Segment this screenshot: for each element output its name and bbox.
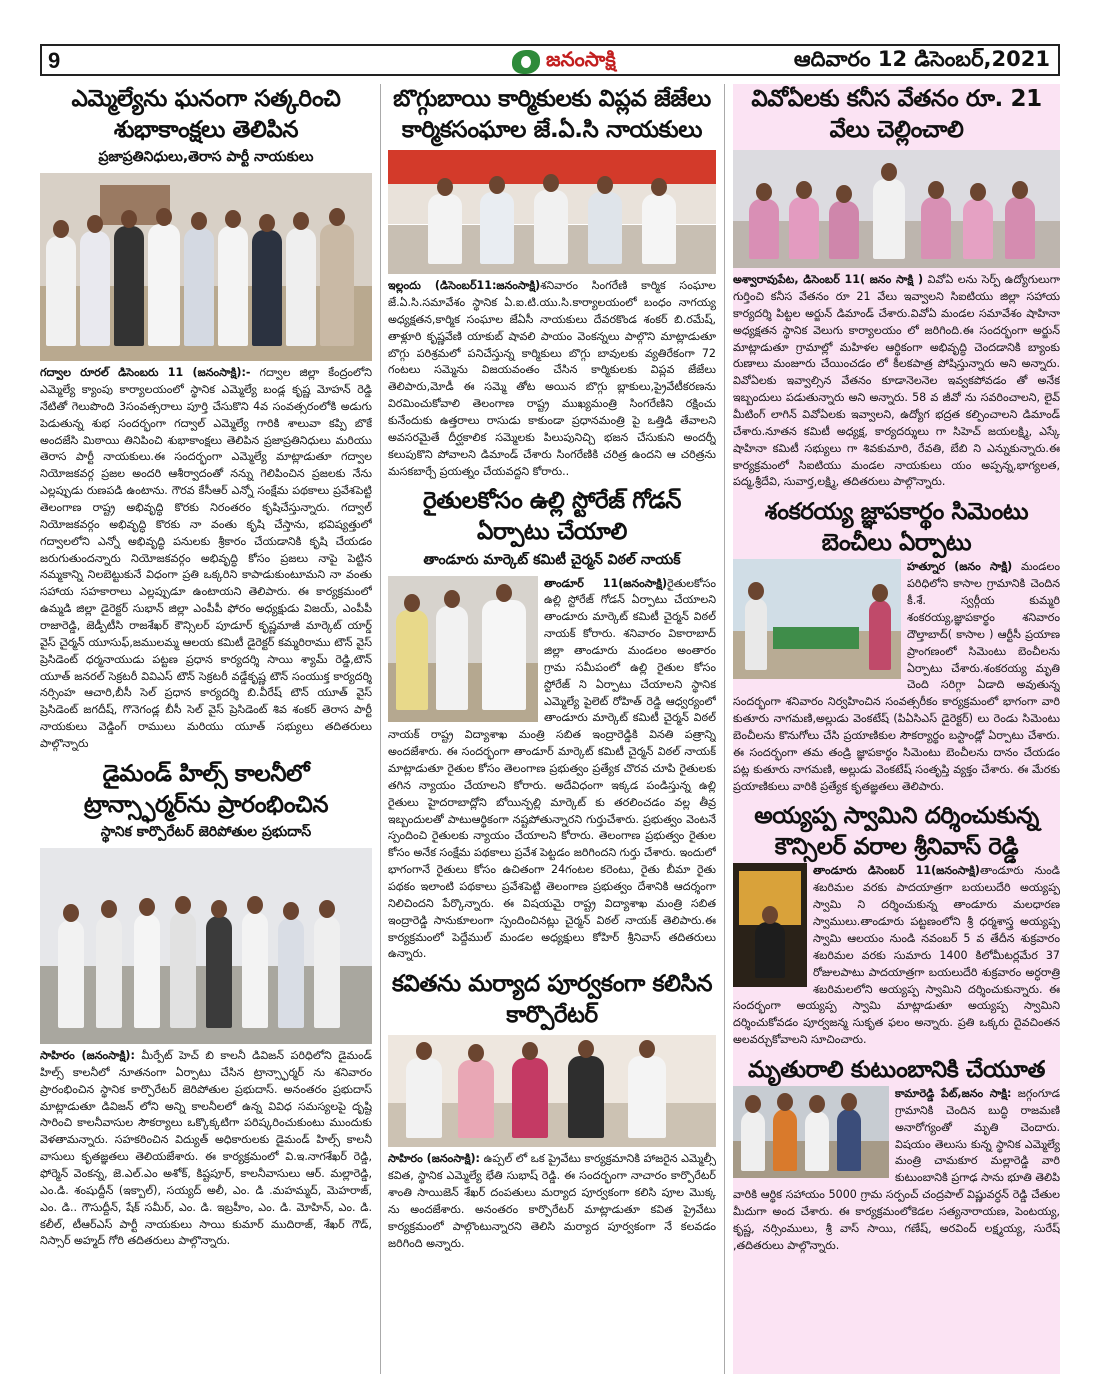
article-subhead: స్థానిక కార్పొరేటర్ జెరిపోతుల ప్రభుదాస్ <box>100 823 312 840</box>
article-ayyappa-visit <box>733 801 1060 1049</box>
article-headline: శంకరయ్య జ్ఞాపకార్థం సిమెంటు బెంచీలు ఏర్పాటు <box>764 499 1029 557</box>
article-dateline: ఇల్లందు (డిసెంబర్11:జనంసాక్షి) <box>388 279 541 293</box>
article-cement-benches <box>733 497 1060 795</box>
article-dateline: గద్వాల రూరల్ డిసెంబరు 11 (జనంసాక్షి):- <box>40 366 251 380</box>
article-dateline: అశ్వారావుపేట, డిసెంబర్ 11( జనం సాక్షి ) <box>733 273 924 287</box>
article-body: ఉప్పల్ లో ఒక ప్రైవేటు కార్యక్రమానికి హాజరైన ఎమ్మెల్సీ కవిత, స్థానిక ఎమ్మెల్యే భేతి సుభాష్ రెడ్డి. ఈ సందర్భంగా నాచారం కార్పొరేటర్ శాంతి సాయిజెన్ శేఖర్ దంపతులు మర్యాద పూర్వకంగా కలిసి పూల మొక్క ను అందజేశారు. అనంతరం కార్పొరేటర్ మాట్లాడుతూ కవిత ప్రైవేటు కార్యక్రమంలో పాల్గొంటున్నారని తెలిసి మర్యాద పూర్వకంగా నే కలవడం జరిగింది అన్నారు. <box>388 1152 716 1250</box>
article-body: రైతులకోసం ఉల్లి స్టోరేజ్ గోడన్ ఏర్పాటు చేయాలని తాండూరు మార్కెట్ కమిటీ చైర్మన్ విఠల్ నాయక్ కోరారు. శనివారం వికారాబాద్ జిల్లా తాండూరు మండలం అంతారం గ్రామ సమీపంలో ఉల్లి రైతుల కోసం స్టోరేజ్ ని ఏర్పాటు చేయాలని స్థానిక ఎమ్మెల్యే పైలెట్ రోహిత్ రెడ్డి ఆధ్వర్యంలో తాండూరు మార్కెట్ కమిటీ చైర్మన్ విఠల్ నాయక్ రాష్ట్ర విద్యాశాఖ మంత్రి సబిత ఇంద్రారెడ్డికి వినతి పత్రాన్ని అందజేశారు. ఈ సందర్భంగా తాండూర్ మార్కెట్ కమిటీ చైర్మన్ విఠల్ నాయక్ మాట్లాడుతూ రైతుల కోసం తెలంగాణ ప్రభుత్వం ప్రత్యేక చొరవ చూపి రైతులకు తగిన న్యాయం చేయాలని కోరారు. అదేవిధంగా ఇక్కడ పండిస్తున్న ఉల్లి రైతులు హైదరాబాద్లోని బోయిన్పల్లి మార్కెట్ కు తరలించడం వల్ల తీవ్ర ఇబ్బందులతో పాటుఆర్థికంగా నష్టపోతున్నారని గుర్తుచేశారు. ప్రభుత్వం వెంటనే స్పందించి రైతులకు న్యాయం చేయాలని కోరారు. తెలంగాణ ప్రభుత్వం రైతుల కోసం అనేక సంక్షేమ పథకాలు ప్రవేశ పెట్టడం జరిగిందని గుర్తు చేశారు. ఇందులో భాగంగానే రైతులు కోసం ఉచితంగా 24గంటల కరెంటు, రైతు బీమా రైతు పథకం ఇలాంటి పథకాలు ప్రవేశపెట్టి తెలంగాణ ప్రభుత్వం దేశానికి ఆదర్శంగా నిలిచిందని పేర్కొన్నారు. ఈ విషయమై రాష్ట్ర విద్యాశాఖ మంత్రి సబిత ఇంద్రారెడ్డి సానుకూలంగా స్పందించినట్లు చైర్మన్ విఠల్ నాయక్ తెలిపారు.ఈ కార్యక్రమంలో పెద్దేముల్ మండల అధ్యక్షులు కోహిర్ శ్రీనివాస్ తదితరులు ఉన్నారు. <box>388 576 716 961</box>
column-divider <box>724 84 725 1374</box>
news-photo <box>40 173 372 361</box>
article-body: జగ్గంగూడ గ్రామానికి చెందిన బుద్ధి రాజమణి అనారోగ్యంతో మృతి చెందారు. విషయం తెలుసు కున్న స్థానిక ఎమ్మెల్యే మంత్రి చామకూర మల్లారెడ్డి వారి కుటుంబానికి ప్రగాఢ సాను భూతి తెలిపి వారికి ఆర్థిక సహాయం 5000 గ్రామ సర్పంచ్ చంద్రపాల్ విష్ణువర్ధన్ రెడ్డి చేతుల మీదుగా అంద చేశారు. ఈ కార్యక్రమంలోకెడల సత్యనారాయణ, పెంటయ్య, కృష్ణ, నర్సింములు, శ్రీ వాస్ సాయి, గణేష్, అరవింద్ లక్ష్మయ్య, సురేష్ ,తదితరులు పాల్గొన్నారు. <box>733 1086 1060 1252</box>
article-dateline: తాండూరు డిసెంబర్ 11(జనంసాక్షి) <box>813 864 980 878</box>
article-headline: డైమండ్ హిల్స్ కాలనీలో ట్రాన్స్ఫార్మర్‌ను ప్రారంభించిన <box>83 760 329 818</box>
news-photo <box>388 1035 716 1147</box>
article-mla-felicitation <box>40 84 372 753</box>
article-vvoa-wages <box>733 84 1060 491</box>
news-photo <box>733 559 901 679</box>
article-onion-storage <box>388 486 716 963</box>
article-dateline: సాహిరం (జనంసాక్షి): <box>388 1152 480 1166</box>
news-photo <box>733 150 1060 268</box>
article-headline: రైతులకోసం ఉల్లి స్టోరేజ్ గోడన్ ఏర్పాటు చేయాలి <box>422 488 682 546</box>
news-photo <box>40 848 372 1044</box>
article-subhead: ప్రజాప్రతినిధులు,తెరాస పార్టీ నాయకులు <box>98 149 314 166</box>
article-dateline: సాహిరం (జనంసాక్షి): <box>40 1048 135 1062</box>
article-body: వివోఏ లను సెర్ప్ ఉద్యోగులుగా గుర్తించి కనీస వేతనం రూ 21 వేలు ఇవ్వాలని సిఐటియు జిల్లా సహాయ కార్యదర్శి పిట్టల అర్జున్ డిమాండ్ చేశారు.వివోఏ మండల సమావేశం షాహినా అధ్యక్షతన స్థానిక వెలుగు కార్యాలయం లో జరిగింది.ఈ సందర్భంగా అర్జున్ మాట్లాడుతూ గ్రామాల్లో మహిళల ఆర్థికంగా అభివృద్ధి చెందడానికి బ్యాంకు రుణాలు మంజూరు చేయించడం లో కీలకపాత్ర పోషిస్తున్నారు అని అన్నారు. వివోఏలకు ఇవ్వాల్సిన వేతనం కూడానెలనెల ఇవ్వకపోవడం తో అనేక ఇబ్బందులు పడుతున్నారు అని అన్నారు. 58 వ జీవో ను సవరించాలని, లైవ్ మీటింగ్ లాగిన్ వివోఏలకు ఇవ్వాలని, ఉద్యోగ భద్రత కల్పించాలని డిమాండ్ చేశారు.నూతన కమిటీ అధ్యక్ష, కార్యదర్శులు గా సిహెచ్ జయలక్ష్మి, ఎస్కే షాహినా కమిటీ సభ్యులు గా శివకుమారి, రేవతి, బేబి ని ఎన్నుకున్నారు.ఈ కార్యక్రమంలో సిఐటియు మండల నాయకులు యం అప్పన్న,భాగ్యలత, పద్మ,శ్రీదేవి, సువార్త,లక్ష్మి, తదితరులు పాల్గొన్నారు. <box>733 273 1060 489</box>
page-number: 9 <box>48 48 61 73</box>
article-family-support <box>733 1055 1060 1255</box>
masthead <box>40 44 1060 76</box>
article-dateline: తాండూర్ 11(జనంసాక్షి) <box>544 576 668 590</box>
article-subhead: తాండూరు మార్కెట్ కమిటీ చైర్మన్ విఠల్ నాయక్ <box>423 551 681 568</box>
article-body: తాండూరు నుండి శబరిమల వరకు పాదయాత్రగా బయలుదేరి అయ్యప్ప స్వామి ని దర్శించుకున్న తాండూరు మలధారణ స్వాములు.తాండూరు పట్టణంలోని శ్రీ ధర్మశాస్త్ర అయ్యప్ప స్వామి ఆలయం నుండి నవంబర్ 5 వ తేదీన శుక్రవారం శబరిమల వరకు సుమారు 1400 కిలోమీటర్లమేర 37 రోజులపాటు పాదయాత్రగా బయలుదేరి శుక్రవారం అర్ధరాత్రి శబరిమలలోని అయ్యప్ప స్వామిని దర్శించుకున్నారు. ఈ సందర్భంగా అయ్యప్ప స్వామి మాట్లాడుతూ అయ్యప్ప స్వామిని దర్శించుకోవడం పూర్వజన్మ సుకృత ఫలం అన్నారు. ప్రతి ఒక్కరు దైవచింతన అలవర్చుకోవాలని సూచించారు. <box>733 864 1060 1047</box>
article-kavitha-meeting <box>388 969 716 1252</box>
article-dateline: హత్నూర (జనం సాక్షి) <box>907 560 1013 574</box>
news-photo <box>388 576 538 722</box>
article-body: గద్వాల జిల్లా కేంద్రంలోని ఎమ్మెల్యే క్యాంపు కార్యాలయంలో స్థానిక ఎమ్మెల్యే బండ్ల కృష్ణ మోహన్ రెడ్డి నేటితో గెలుపొంది 3సంవత్సరాలు పూర్తి చేసుకొని 4వ సంవత్సరంలోకి అడుగు పెడుతున్న శుభ సందర్భంగా గద్వాల్ ఎమ్మెల్యే గారికి శాలువా కప్పి బొకే అందజేసి మిఠాయి తినిపించి శుభాకాంక్షలు తెలిపిన ప్రజాప్రతినిధులు మరియు తెరాస పార్టీ నాయకులు.ఈ సందర్భంగా ఎమ్మెల్యే మాట్లాడుతూ గద్వాల నియోజకవర్గ ప్రజల అందరి ఆశీర్వాదంతో నన్ను గెలిపించిన ప్రజలకు నేను ఎల్లప్పుడు రుణపడి ఉంటాను. గౌరవ కేసీఆర్ ఎన్నో సంక్షేమ పథకాలు ప్రవేశపెట్టి తెలంగాణ రాష్ట్ర అభివృద్ధి కొరకు నిరంతరం కృషిచేస్తున్నారు. గద్వాల్ నియోజకవర్గం అభివృద్ధి కొరకు నా వంతు కృషి చేస్తాను, భవిష్యత్తులో గద్వాలలోని ఎన్నో అభివృద్ధి పనులకు శ్రీకారం చేయడానికి కృషి చేయడం జరుగుతుందన్నారు నియోజకవర్గం అభివృద్ధి కోసం ప్రజలు నాపై పెట్టిన నమ్మకాన్ని నిలబెట్టుకునే విధంగా ప్రతి ఒక్కరిని కాపాడుకుంటూమని నా వంతు సహాయ సహకారాలు ఎల్లప్పుడూ ఉంటాయని తెలిపారు. ఈ కార్యక్రమంలో ఉమ్మడి జిల్లా డైరెక్టర్ సుభాన్ జిల్లా ఎంపీపీ ఫోరం అధ్యక్షుడు విజయ్, ఎంపీపీ రాజారెడ్డి, జెడ్పీటీసి రాజశేఖర్ కౌన్సిలర్ పూడూర్ కృష్ణమాజీ మార్కెట్ యార్డ్ వైస్ చైర్మన్ యూసుఫ్,జములమ్మ ఆలయ కమిటీ డైరెక్టర్ కమ్మరిరాము టౌన్ వైస్ ప్రెసిడెంట్ ధర్మనాయుడు పట్టణ ప్రధాన కార్యదర్శి సాయి శ్యామ్ రెడ్డి,టౌన్ యూత్ జనరల్ సెక్రటరీ వివిఎస్ టౌన్ సెక్రటరీ వడ్డేకృష్ణ టౌన్ సంయుక్త కార్యదర్శి నర్సింహ ఆచారి,బీసీ సెల్ ప్రధాన కార్యదర్శి బి.వీరేష్ టౌన్ యూత్ వైస్ ప్రెసిడెంట్ జగదీష్, గొనెగండ్ల బీసీ సెల్ వైస్ ప్రెసిడెంట్ శివ శంకర్ తెరాస పార్టీ నాయకులు వెడ్డింగ్ రాములు మరియు యూత్ సభ్యులు తదితరులు పాల్గొన్నారు <box>40 366 372 750</box>
article-coal-workers <box>388 84 716 480</box>
news-photo <box>388 150 716 274</box>
article-body: మీర్పేట్ హెచ్ బి కాలనీ డివిజన్ పరిధిలోని డైమండ్ హిల్స్ కాలనీలో నూతనంగా ఏర్పాటు చేసిన ట్రాన్స్ఫార్మర్ ను శనివారం ప్రారంభించిన స్థానిక కార్పొరేటర్ జెరిపోతుల ప్రభుదాస్. అనంతరం ప్రభుదాస్ మాట్లాడుతూ డివిజన్ లోని అన్ని కాలనీలలో ఉన్న వివిధ సమస్యలపై దృష్టి సారించి కాలనీవాసుల సౌకర్యాలు ఒక్కొక్కటిగా పరిష్కరించుకుంటు ముందుకు వెళతామన్నారు. సహకరించిన విద్యుత్ అధికారులకు డైమండ్ హిల్స్ కాలనీ వాసులు కృతజ్ఞతలు తెలియజేశారు. ఈ కార్యక్రమంలో వి.ఇ.నాగశేఖర్ రెడ్డి, ఫోర్మెన్ వెంకన్న, జె.ఎల్.ఎం అశోక్, కిష్టపూర్, కాలనీవాసులు ఆర్. మల్లారెడ్డి, ఎం.డి. శంషుద్దీన్ (ఇక్బాల్), సయ్యద్ అలీ, ఎం. డి .మహమ్మద్, మెహరాజ్, ఎం. డి.. గౌసుద్దీన్, షేక్ సమీర్, ఎం. డి. ఇబ్రహీం, ఎం. డి. మోహిన్, ఎం. డి. కలీల్, టీఆర్ఎస్ పార్టీ నాయకులు సాయి కుమార్ ముదిరాజ్, శేఖర్ గౌడ్, నిస్సార్ అహ్మద్ గోరి తదితరులు పాల్గొన్నారు. <box>40 1048 372 1248</box>
article-headline: బొగ్గుబాయి కార్మికులకు విప్లవ జేజేలు కార్మికసంఘాల జే.ఏ.సి నాయకులు <box>393 86 711 144</box>
article-transformer-inauguration <box>40 759 372 1250</box>
article-headline: వివోఏలకు కనీస వేతనం రూ. 21 వేలు చెల్లించాలి <box>751 86 1042 144</box>
article-body: మండలం పరిధిలోని కాసాల గ్రామానికి చెందిన కీ.శే. స్వర్గీయ కుమ్మరి శంకరయ్య,జ్ఞాపకార్థం శనివారం దౌల్తాబాద్( కాసాల ) ఆర్టీసీ ప్రయాణ ప్రాంగణంలో సిమెంటు బెంచీలను ఏర్పాటు చేశారు.శంకరయ్య మృతి చెంది సరిగ్గా ఏడాది అవుతున్న సందర్భంగా శనివారం నిర్వహించిన సంవత్సరీకం కార్యక్రమంలో భాగంగా వారి కుతూరు నాగమణి,అల్లుడు వెంకటేష్ (పిఏసిఎస్ డైరెక్టర్) లు రెండు సిమెంటు బెంచీలను కొనుగోలు చేసి ప్రయాణికుల సౌకర్యార్థం బస్టాండ్లో ఏర్పాటు చేశారు. ఈ సందర్భంగా తమ తండ్రి జ్ఞాపకార్థం సిమెంటు బెంచీలను దానం చేయడం పట్ల కుతూరు నాగమణి, అల్లుడు వెంకటేష్ సంతృప్తి వ్యక్తం చేశారు. ఈ మేరకు ప్రయాణికులు వారికి ప్రత్యేక కృతజ్ఞతలు తెలిపారు. <box>733 560 1060 793</box>
newspaper-logo <box>512 47 616 76</box>
news-photo <box>733 863 807 987</box>
article-dateline: కామారెడ్డి పేట్,జనం సాక్షి: <box>895 1086 1012 1100</box>
logo-leaf-icon <box>512 50 540 74</box>
article-headline: కవితను మర్యాద పూర్వకంగా కలిసిన కార్పొరేటర్ <box>391 971 713 1029</box>
article-body: శనివారం సింగరేణి కార్మిక సంఘాల జే.ఏ.సి.సమావేశం స్థానిక ఏ.ఐ.టి.యు.సి.కార్యాలయంలో బంధం నాగయ్య అధ్యక్షతన,కార్మిక సంఘాల జేఏసీ నాయకులు దేవరకొండ శంకర్ బి.రమేష్, తాళ్లూరి కృష్ణవేణి యాకుబ్ షావలి పాయం వెంకన్నలు పాల్గొని మాట్లాడుతూ బొగ్గు పరిశ్రమలో పనిచేస్తున్న కార్మికులు బొగ్గు బావులకు వ్యతిరేకంగా 72 గంటలు సమ్మెను విజయవంతం చేసిన కార్మికులకు విప్లవ జేజేలు తెలిపారు,మోడీ ఈ సమ్మె తోట అయిన బొగ్గు బ్లాకులు,ప్రైవేటీకరణను విరమించుకోవాలి తెలంగాణ రాష్ట్ర ముఖ్యమంత్రి సింగరేణిని రక్షించు కునేందుకు ఉత్తరాలు రాసుడు కాకుండా ప్రధానమంత్రి పై ఒత్తిడి తేవాలని అవసరమైతే దీర్ఘకాలిక సమ్మెలకు పిలుపునిచ్చి భజన చేసుకుని అందర్నీ కలుపుకొని పోవాలని డిమాండ్ చేశారు సింగరేణికి చరిత్ర ఉందని ఆ చరిత్రను మసకబార్చే ప్రయత్నం చేయవద్దని కోరారు.. <box>388 279 716 478</box>
article-headline: ఎమ్మెల్యేను ఘనంగా సత్కరించి శుభాకాంక్షలు తెలిపిన <box>71 86 341 144</box>
column-divider <box>380 84 381 1374</box>
left-column <box>40 84 372 1374</box>
middle-column <box>388 84 716 1374</box>
article-headline: మృతురాలి కుటుంబానికి చేయూత <box>747 1056 1046 1083</box>
article-headline: అయ్యప్ప స్వామిని దర్శించుకున్న కౌన్సిలర్ వరాల శ్రీనివాస్ రెడ్డి <box>754 803 1039 861</box>
issue-date: ఆదివారం 12 డిసెంబర్,2021 <box>793 47 1050 71</box>
news-photo <box>733 1086 889 1178</box>
right-column <box>733 84 1060 1374</box>
logo-text: జనంసాక్షి <box>546 47 616 71</box>
